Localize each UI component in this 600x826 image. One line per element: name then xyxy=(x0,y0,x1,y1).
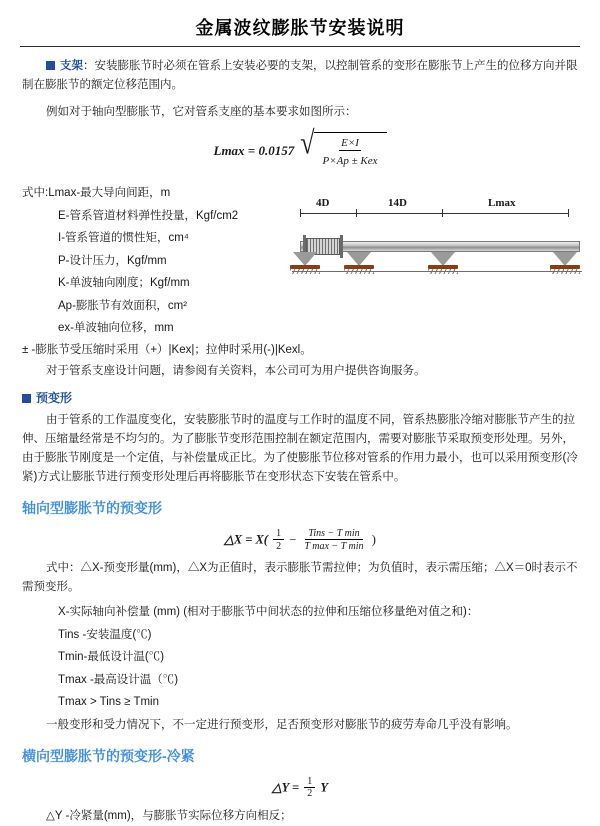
blue-square-bullet-icon xyxy=(22,394,31,403)
tick-mark xyxy=(568,209,569,217)
axial-formula-lhs: △X = X( xyxy=(224,532,268,547)
axial-definitions xyxy=(22,603,578,712)
definition-item: X-实际轴向补偿量 (mm) (相对于膨胀节中间状态的拉伸和压缩位移量绝对值之和)： xyxy=(58,606,479,619)
lmax-formula xyxy=(22,124,578,170)
support-section-intro: 支架：安装膨胀节时必须在管系上安装必要的支架，以控制管系的变形在膨胀节上产生的位移方向并限制在膨胀节的额定位移范围内。 xyxy=(22,60,578,91)
axial-formula-minus: − xyxy=(289,532,297,547)
support-paragraph-2: 例如对于轴向型膨胀节，它对管系支座的基本要求如图所示： xyxy=(46,105,357,118)
lmax-numerator: E×I xyxy=(341,136,359,149)
radical-sign-icon: √ xyxy=(300,124,315,161)
lmax-formula-lhs: Lmax = 0.0157 xyxy=(213,143,295,159)
predeform-paragraph: 由于管系的工作温度变化，安装膨胀节时的温度与工作时的温度不同，管系热膨胀冷缩对膨胀节产生的拉伸、压缩量经常是不均匀的。为了膨胀节变形范围控制在额定范围内，需要对膨胀节采取预变形处理。另外，由于膨胀节刚度是一个定值，与补偿量成正比。为了使膨胀节位移对管系的作用力最小，也可以采用预变形(冷紧)方式让膨胀节进行预变形处理后再将膨胀节在变形状态下安装在管系中。 xyxy=(22,414,578,484)
definition-item: ex-单波轴向位移，mm xyxy=(58,322,174,334)
axial-frac2-denominator: T max − T min xyxy=(304,540,364,552)
definition-item: E-管系管道材料弹性投量，Kgf/cm2 xyxy=(58,209,239,222)
document-body xyxy=(0,57,600,826)
axial-formula-half xyxy=(273,528,284,553)
definition-item: P-设计压力，Kgf/mm xyxy=(58,254,167,267)
definition-item: Tins -安装温度(℃) xyxy=(58,628,152,641)
blue-square-bullet-icon xyxy=(46,61,55,70)
lateral-formula-rhs: Y xyxy=(320,780,328,795)
axial-frac1-numerator: 1 xyxy=(273,528,284,540)
predeform-section-heading-row xyxy=(22,389,578,409)
axial-predeform-formula xyxy=(22,528,578,553)
lateral-formula-lhs: △Y = xyxy=(272,780,300,795)
ground-line xyxy=(292,271,582,272)
axial-note: 式中：△X-预变形量(mm)，△X为正值时，表示膨胀节需拉伸；为负值时，表示需压缩；△X＝0时表示不需预变形。 xyxy=(22,562,578,594)
axial-formula-rhs: ) xyxy=(371,532,376,547)
guide-support-icon xyxy=(344,252,374,272)
guide-support-icon xyxy=(428,252,458,272)
lateral-note: △Y -冷紧量(mm)，与膨胀节实际位移方向相反； xyxy=(46,809,292,822)
support-heading: 支架 xyxy=(60,60,83,72)
support-closing: 对于管系支座设计问题，请参阅有关资料，本公司可为用户提供咨询服务。 xyxy=(46,365,426,378)
lateral-formula-half xyxy=(304,776,315,801)
expansion-joint-diagram xyxy=(292,194,582,304)
predeform-heading: 预变形 xyxy=(36,391,73,406)
dimension-label-4d: 4D xyxy=(316,197,330,210)
axial-predeform-heading: 轴向型膨胀节的预变形 xyxy=(22,500,162,517)
pipe-assembly xyxy=(292,219,582,281)
definition-item: K-单波轴向刚度；Kgf/mm xyxy=(58,277,190,290)
definition-item-sign: ± -膨胀节受压缩时采用（+）|Kex|；拉伸时采用(-)|Kexl。 xyxy=(22,344,312,357)
dimension-line xyxy=(442,213,568,214)
axial-frac1-denominator: 2 xyxy=(276,540,282,552)
definition-item: Tmin-最低设计温(℃) xyxy=(58,651,165,664)
lmax-denominator: P×Ap ± Kex xyxy=(322,155,378,168)
definition-item: Tmax > Tins ≥ Tmin xyxy=(58,696,159,709)
lateral-frac-numerator: 1 xyxy=(304,776,315,788)
title-divider xyxy=(20,46,580,47)
document-page xyxy=(0,14,600,822)
anchor-support-icon xyxy=(550,252,580,272)
dimension-label-14d: 14D xyxy=(388,197,407,210)
lateral-predeform-formula xyxy=(22,776,578,801)
definition-item: I-管系管道的惯性矩，cm⁴ xyxy=(58,232,189,245)
lateral-predeform-heading: 横向型膨胀节的预变形-冷紧 xyxy=(22,747,195,764)
axial-closing: 一般变形和受力情况下，不一定进行预变形，足否预变形对膨胀节的疲劳寿命几乎没有影响。 xyxy=(46,718,518,731)
flange-icon xyxy=(340,235,343,258)
definitions-and-diagram xyxy=(22,178,578,341)
diagram-dimension-labels xyxy=(292,194,582,209)
definitions-column xyxy=(22,178,290,341)
anchor-support-icon xyxy=(290,252,320,272)
definition-item: 式中:Lmax-最大导向间距，m xyxy=(22,187,171,200)
page-title: 金属波纹膨胀节安装说明 xyxy=(195,18,405,38)
lateral-frac-denominator: 2 xyxy=(307,788,313,800)
axial-formula-ratio xyxy=(301,528,366,553)
diagram-dimension-ticks xyxy=(292,209,582,217)
lmax-formula-radical xyxy=(300,124,386,170)
definition-item: Ap-膨胀节有效面积，cm² xyxy=(58,299,188,312)
dimension-line xyxy=(356,213,442,214)
diagram-column xyxy=(290,178,582,304)
dimension-line xyxy=(300,213,356,214)
axial-frac2-numerator: Tins − T min xyxy=(305,528,362,540)
definition-item: Tmax -最高设计温（℃) xyxy=(58,673,179,686)
dimension-label-lmax: Lmax xyxy=(488,197,516,210)
support-paragraph-1: 安装膨胀节时必须在管系上安装必要的支架，以控制管系的变形在膨胀节上产生的位移方向并限制在膨胀节的额定位移范围内。 xyxy=(22,60,578,91)
